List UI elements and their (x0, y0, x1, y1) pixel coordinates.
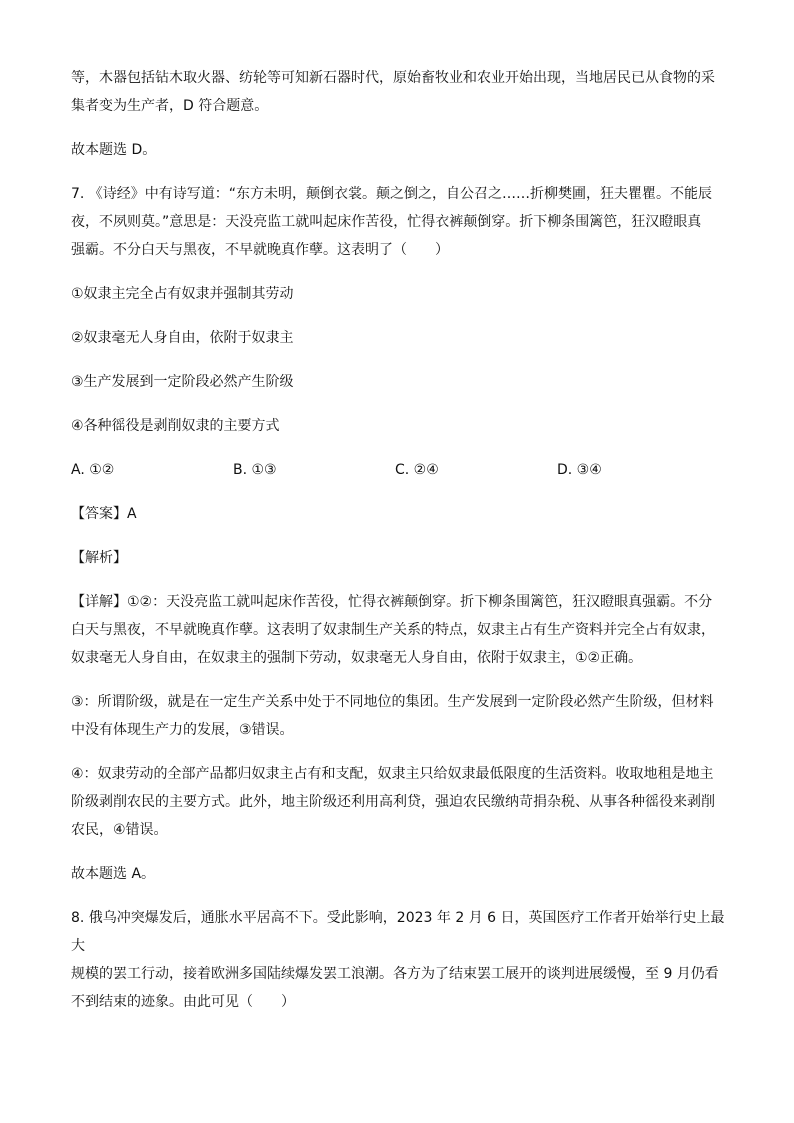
answer-label: 【答案】A (71, 506, 137, 522)
option-a: A. ①② (71, 462, 115, 478)
detail-3-line-3: 农民，④错误。 (71, 822, 168, 838)
statement-2: ②奴隶毫无人身自由，依附于奴隶主 (71, 330, 294, 346)
prev-answer-line-2: 集者变为生产者，D 符合题意。 (71, 98, 269, 114)
prev-conclusion: 故本题选 D。 (71, 142, 157, 158)
option-b: B. ①③ (233, 462, 277, 478)
answer-options (71, 456, 726, 484)
statement-1: ①奴隶主完全占有奴隶并强制其劳动 (71, 286, 294, 302)
analysis-label: 【解析】 (71, 550, 127, 566)
question-7-line-3: 强霸。不分白天与黑夜，不早就晚真作孽。这表明了（ ） (71, 242, 449, 258)
question-7-line-2: 夜，不夙则莫。”意思是：天没亮监工就叫起床作苦役，忙得衣裤颠倒穿。折下柳条围篱笆，狂汉瞪眼真 (71, 214, 702, 230)
option-d: D. ③④ (557, 462, 602, 478)
option-c: C. ②④ (395, 462, 439, 478)
detail-3-line-1: ④：奴隶劳动的全部产品都归奴隶主占有和支配，奴隶主只给奴隶最低限度的生活资料。收取地租是地主 (71, 766, 714, 782)
question-7-conclusion: 故本题选 A。 (71, 866, 156, 882)
document-content (71, 64, 726, 1016)
detail-2-line-1: ③：所谓阶级，就是在一定生产关系中处于不同地位的集团。生产发展到一定阶段必然产生阶级，但材料 (71, 694, 714, 710)
question-8-line-2: 规模的罢工行动，接着欧洲多国陆续爆发罢工浪潮。各方为了结束罢工展开的谈判进展缓慢，至 9 月仍看 (71, 966, 719, 982)
detail-1-line-1: 【详解】①②：天没亮监工就叫起床作苦役，忙得衣裤颠倒穿。折下柳条围篱笆，狂汉瞪眼真强霸。不分 (71, 594, 713, 610)
detail-3-line-2: 阶级剥削农民的主要方式。此外，地主阶级还利用高利贷，强迫农民缴纳苛捐杂税、从事各种徭役来剥削 (71, 794, 715, 810)
detail-1-line-3: 奴隶毫无人身自由，在奴隶主的强制下劳动，奴隶毫无人身自由，依附于奴隶主，①②正确。 (71, 650, 643, 666)
statement-3: ③生产发展到一定阶段必然产生阶级 (71, 374, 294, 390)
question-8-line-3: 不到结束的迹象。由此可见（ ） (71, 994, 295, 1010)
question-8-line-1: 8. 俄乌冲突爆发后，通胀水平居高不下。受此影响，2023 年 2 月 6 日，英国医疗工作者开始举行史上最大 (71, 910, 725, 954)
detail-2-line-2: 中没有体现生产力的发展，③错误。 (71, 722, 294, 738)
statement-4: ④各种徭役是剥削奴隶的主要方式 (71, 418, 280, 434)
detail-1-line-2: 白天与黑夜，不早就晚真作孽。这表明了奴隶制生产关系的特点，奴隶主占有生产资料并完全占有奴隶， (71, 622, 715, 638)
prev-answer-line-1: 等，木器包括钻木取火器、纺轮等可知新石器时代，原始畜牧业和农业开始出现，当地居民已从食物的采 (71, 70, 715, 86)
question-7-line-1: 7. 《诗经》中有诗写道：“东方未明，颠倒衣裳。颠之倒之，自公召之……折柳樊圃，狂夫瞿瞿。不能辰 (71, 186, 713, 202)
